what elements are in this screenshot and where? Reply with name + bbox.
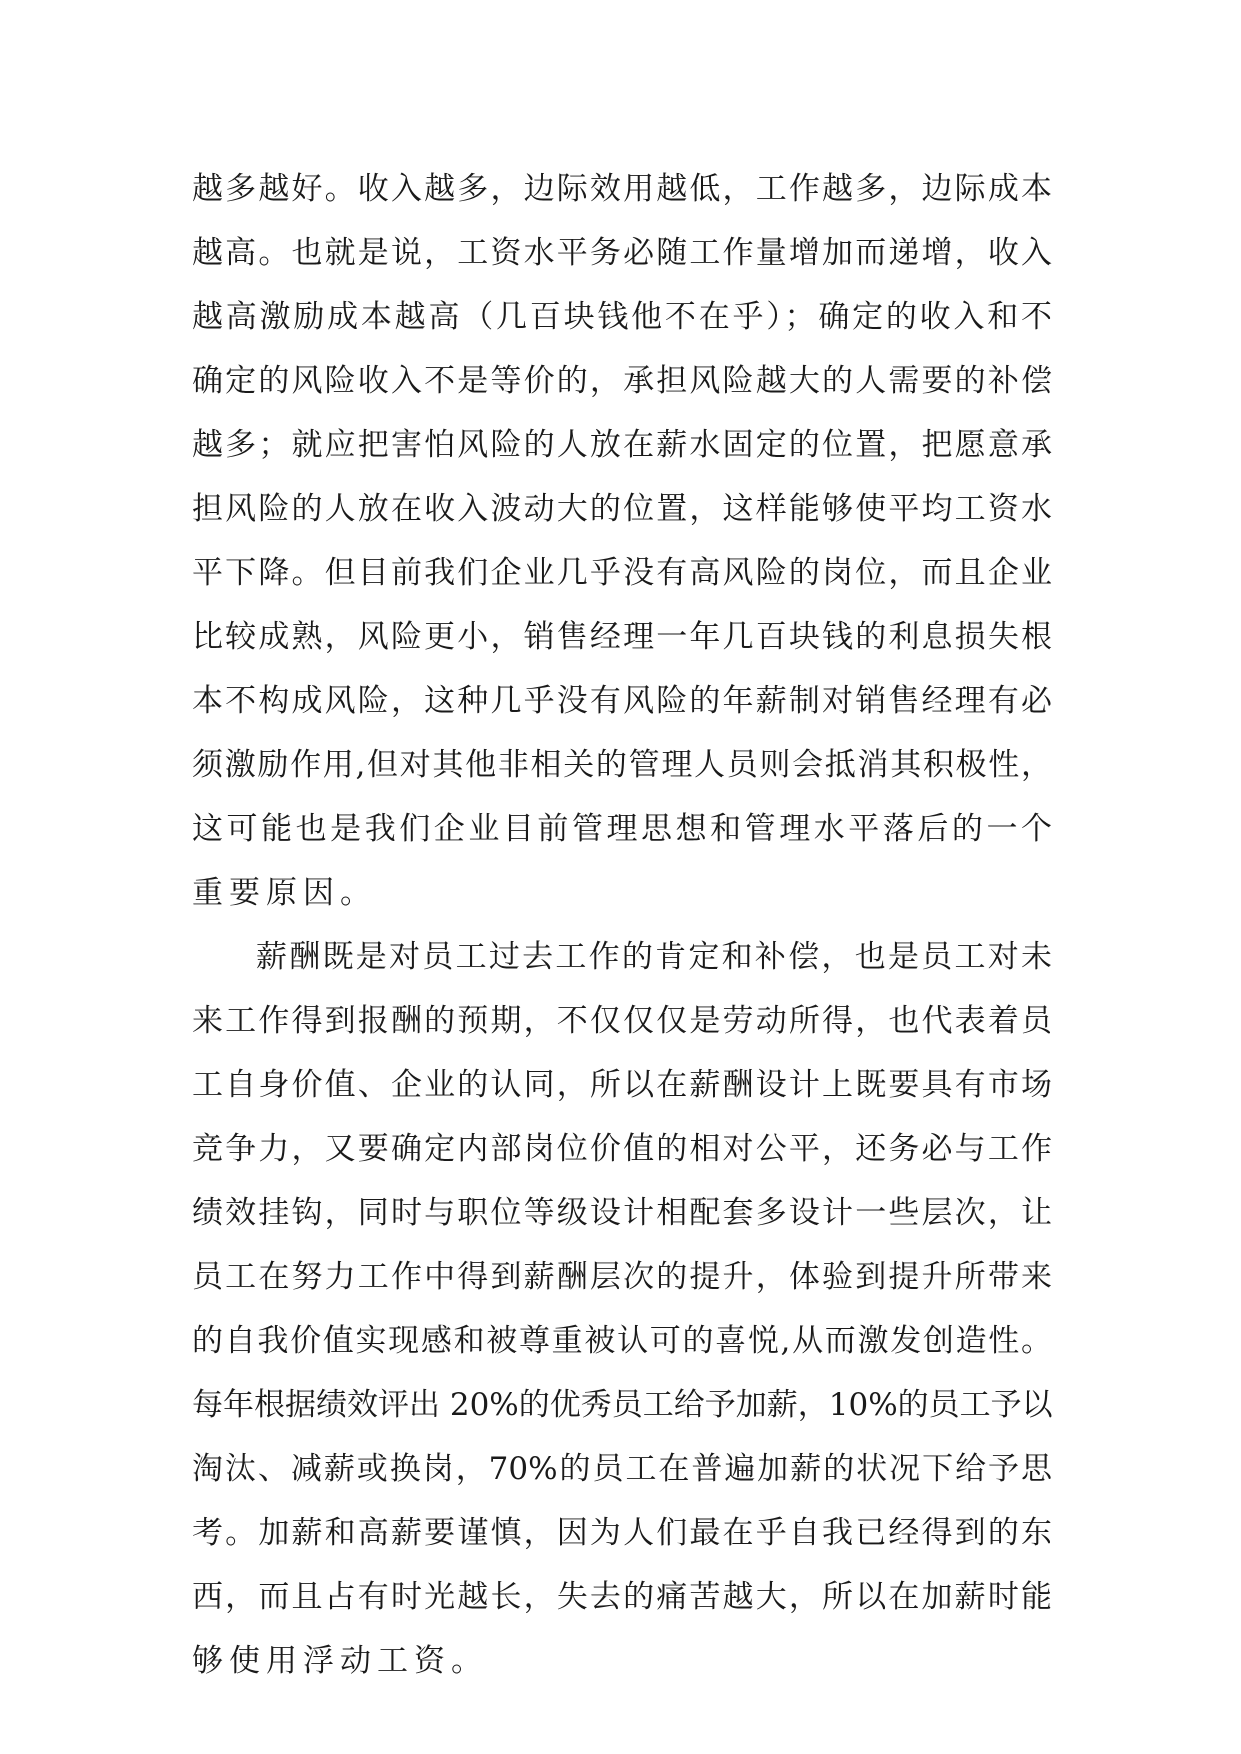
text-line: 比较成熟，风险更小，销售经理一年几百块钱的利息损失根 (192, 619, 1052, 655)
paragraph-1 (192, 157, 1052, 925)
text-line: 考。加薪和高薪要谨慎，因为人们最在乎自我已经得到的东 (192, 1515, 1052, 1551)
text-line: 每年根据绩效评出 20%的优秀员工给予加薪，10%的员工予以 (192, 1387, 1053, 1423)
text-line: 来工作得到报酬的预期，不仅仅仅是劳动所得，也代表着员 (192, 1003, 1052, 1039)
text-line: 重要原因。 (192, 875, 377, 911)
body-text (192, 157, 1052, 1693)
text-line: 员工在努力工作中得到薪酬层次的提升，体验到提升所带来 (192, 1259, 1052, 1295)
text-line: 绩效挂钩，同时与职位等级设计相配套多设计一些层次，让 (192, 1195, 1052, 1231)
text-line: 越多；就应把害怕风险的人放在薪水固定的位置，把愿意承 (192, 427, 1052, 463)
text-line: 确定的风险收入不是等价的，承担风险越大的人需要的补偿 (192, 363, 1052, 399)
text-line: 够使用浮动工资。 (192, 1643, 488, 1679)
text-line: 竞争力，又要确定内部岗位价值的相对公平，还务必与工作 (192, 1131, 1052, 1167)
text-line: 工自身价值、企业的认同，所以在薪酬设计上既要具有市场 (192, 1067, 1052, 1103)
text-line: 这可能也是我们企业目前管理思想和管理水平落后的一个 (192, 811, 1052, 847)
text-line: 越多越好。收入越多，边际效用越低，工作越多，边际成本 (192, 171, 1052, 207)
text-line: 本不构成风险，这种几乎没有风险的年薪制对销售经理有必 (192, 683, 1052, 719)
text-line: 越高。也就是说，工资水平务必随工作量增加而递增，收入 (192, 235, 1052, 271)
text-line: 平下降。但目前我们企业几乎没有高风险的岗位，而且企业 (192, 555, 1052, 591)
text-line: 薪酬既是对员工过去工作的肯定和补偿，也是员工对未 (256, 939, 1052, 975)
paragraph-2 (192, 925, 1052, 1693)
text-line: 须激励作用,但对其他非相关的管理人员则会抵消其积极性， (192, 747, 1052, 783)
text-line: 越高激励成本越高（几百块钱他不在乎）；确定的收入和不 (192, 299, 1052, 335)
text-line: 的自我价值实现感和被尊重被认可的喜悦,从而激发创造性。 (192, 1323, 1052, 1359)
text-line: 西，而且占有时光越长，失去的痛苦越大，所以在加薪时能 (192, 1579, 1052, 1615)
text-line: 淘汰、减薪或换岗，70%的员工在普遍加薪的状况下给予思 (192, 1451, 1052, 1487)
text-line: 担风险的人放在收入波动大的位置，这样能够使平均工资水 (192, 491, 1052, 527)
